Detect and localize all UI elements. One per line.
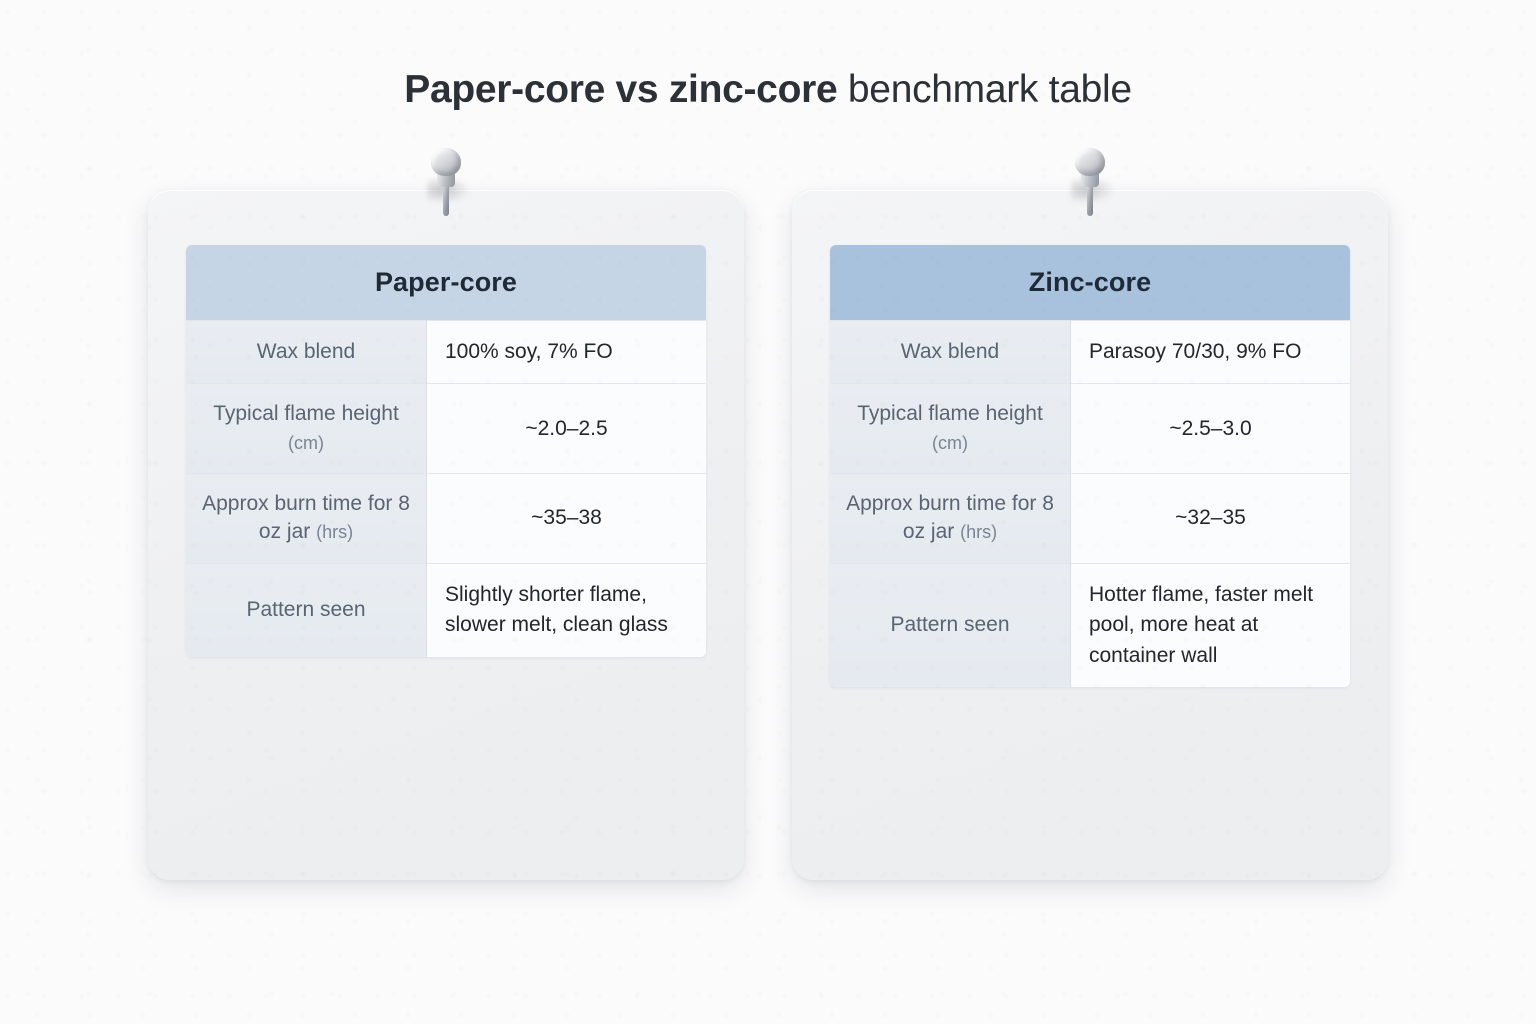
row-value: Parasoy 70/30, 9% FO — [1071, 321, 1351, 384]
table-row — [830, 384, 1350, 474]
pushpin-head — [1075, 148, 1105, 176]
table-row — [830, 321, 1350, 384]
row-label — [830, 474, 1071, 564]
table-row — [830, 474, 1350, 564]
row-value: 100% soy, 7% FO — [427, 321, 707, 384]
row-value: Slightly shorter flame, slower melt, clean glass — [427, 563, 707, 656]
table-header-zinc-core: Zinc-core — [830, 245, 1350, 321]
table-row — [186, 563, 706, 656]
page-title-rest: benchmark table — [837, 68, 1132, 112]
row-label-unit: (hrs) — [960, 522, 998, 543]
row-label: Wax blend — [186, 321, 427, 384]
row-label: Wax blend — [830, 321, 1071, 384]
row-value: ~2.0–2.5 — [427, 384, 707, 474]
row-label-text: Typical flame height — [857, 402, 1043, 426]
table-row — [186, 474, 706, 564]
pushpin-icon — [1067, 148, 1113, 218]
card-zinc-core — [792, 190, 1388, 880]
pushpin-needle — [443, 184, 449, 216]
row-value: ~35–38 — [427, 474, 707, 564]
benchmark-table-zinc-core — [830, 245, 1350, 687]
row-value: Hotter flame, faster melt pool, more heat at container wall — [1071, 563, 1351, 687]
card-paper-core — [148, 190, 744, 880]
benchmark-table-paper-core — [186, 245, 706, 657]
table-row — [186, 321, 706, 384]
row-label-text: Approx burn time for 8 oz jar — [202, 492, 410, 544]
row-label: Pattern seen — [186, 563, 427, 656]
row-label-text: Approx burn time for 8 oz jar — [846, 492, 1054, 544]
card-container — [0, 190, 1536, 880]
table-header-paper-core: Paper-core — [186, 245, 706, 321]
table-row — [830, 563, 1350, 687]
page-title — [0, 68, 1536, 112]
row-label: Pattern seen — [830, 563, 1071, 687]
pushpin-icon — [423, 148, 469, 218]
row-label-unit: (hrs) — [316, 522, 354, 543]
row-label-unit: (cm) — [288, 432, 324, 453]
table-header-row — [186, 245, 706, 321]
row-label-text: Typical flame height — [213, 402, 399, 426]
table-header-row — [830, 245, 1350, 321]
row-label — [186, 474, 427, 564]
row-label — [830, 384, 1071, 474]
row-value: ~2.5–3.0 — [1071, 384, 1351, 474]
row-label-unit: (cm) — [932, 432, 968, 453]
page-title-strong: Paper-core vs zinc-core — [404, 68, 838, 112]
row-value: ~32–35 — [1071, 474, 1351, 564]
pushpin-needle — [1087, 184, 1093, 216]
row-label — [186, 384, 427, 474]
pushpin-head — [431, 148, 461, 176]
table-row — [186, 384, 706, 474]
